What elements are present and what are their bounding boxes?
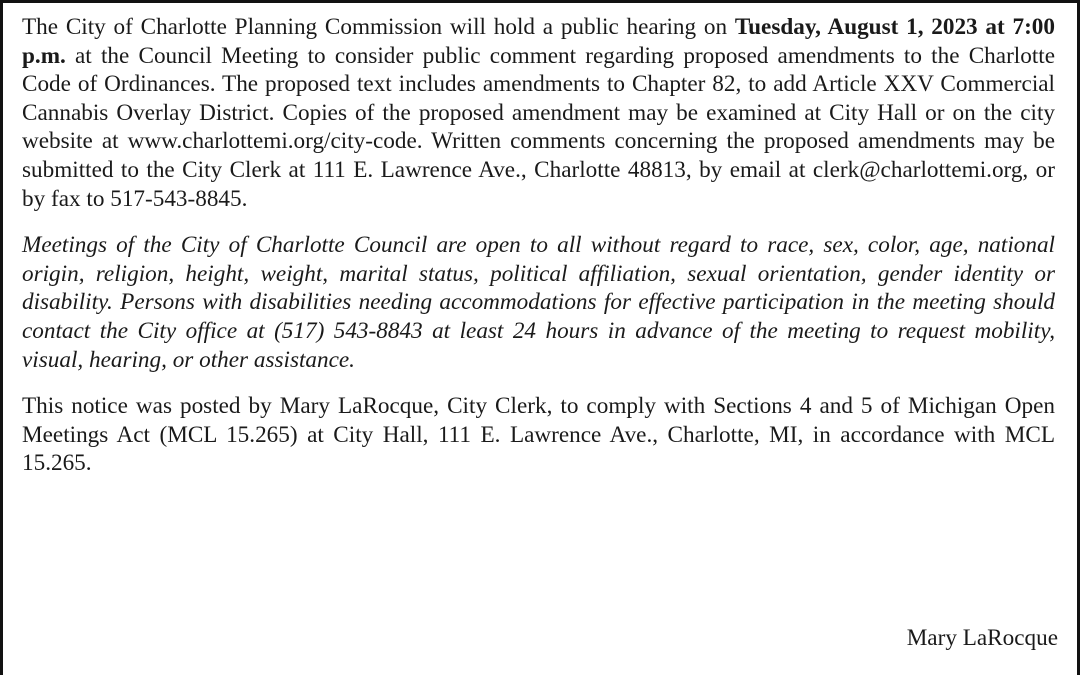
clerk-signature: Mary LaRocque — [906, 625, 1058, 651]
hearing-paragraph — [22, 13, 1055, 213]
accessibility-paragraph: Meetings of the City of Charlotte Council are open to all without regard to race, sex, color, age, national origin, religion, height, weight, marital status, political affiliation, sexual orientation, gender identity or disability. Persons with disabilities needing accommodations for effective participation in the meeting should contact the City office at (517) 543-8843 at least 24 hours in advance of the meeting to request mobility, visual, hearing, or other assistance. — [22, 232, 1055, 373]
hearing-intro-text: The City of Charlotte Planning Commission will hold a public hearing on — [22, 14, 735, 40]
posting-paragraph: This notice was posted by Mary LaRocque, City Clerk, to comply with Sections 4 and 5 of Michigan Open Meetings Act (MCL 15.265) at City Hall, 111 E. Lawrence Ave., Charlotte, MI, in accordance with MCL 15.265. — [22, 393, 1055, 477]
hearing-date-time: Tuesday, August 1, 2023 at 7:00 p.m. — [22, 14, 1055, 69]
hearing-body-text: at the Council Meeting to consider public comment regarding proposed amendments to the Charlotte Code of Ordinances. The proposed text includes amendments to Chapter 82, to add Article XXV Commercial Cannabis Overlay District. Copies of the proposed amendment may be examined at City Hall or on the city website at www.charlottemi.org/city-code. Written comments concerning the proposed amendments may be submitted to the City Clerk at 111 E. Lawrence Ave., Charlotte 48813, by email at clerk@charlottemi.org, or by fax to 517-543-8845. — [22, 42, 1055, 212]
